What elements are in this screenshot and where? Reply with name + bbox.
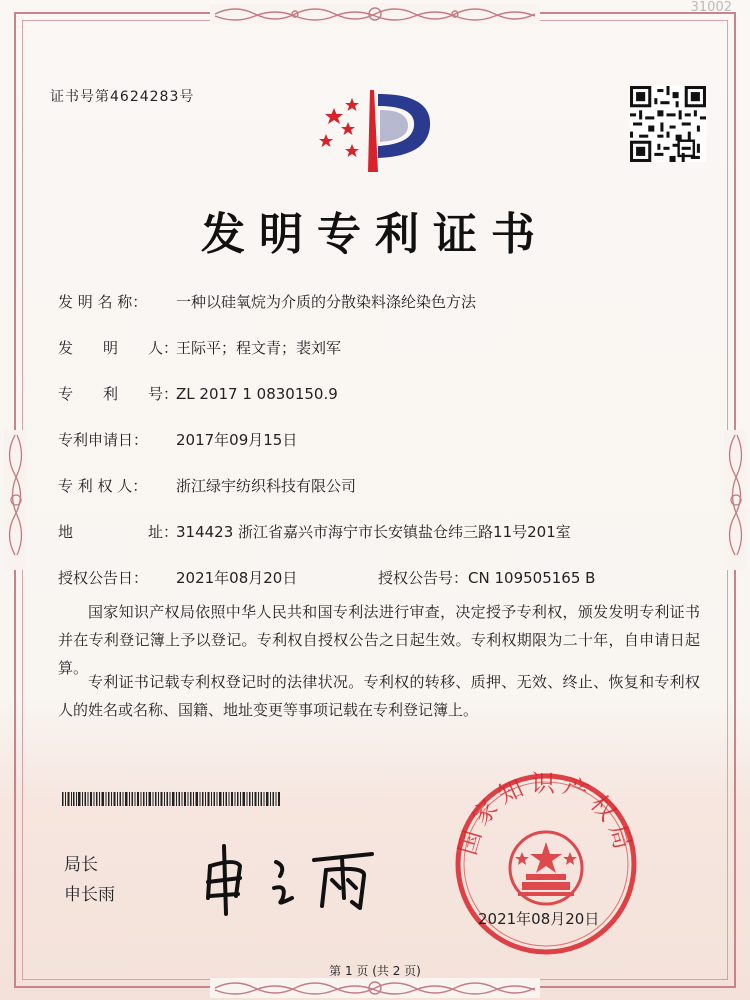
field-value: 314423 浙江省嘉兴市海宁市长安镇盐仓纬三路11号201室: [176, 523, 571, 541]
field-value: 2021年08月20日: [176, 569, 298, 587]
field-invention-name: [58, 291, 476, 312]
field-label: 发 明 名 称：: [58, 293, 148, 311]
field-value: 王际平；程文青；裴刘军: [176, 339, 342, 357]
qr-code-icon: [630, 86, 706, 162]
field-value: CN 109505165 B: [468, 569, 596, 587]
field-patent-no: [58, 383, 338, 404]
corner-handwritten-note: 31002: [690, 0, 732, 15]
paragraph-legal-status: 专利证书记载专利权登记时的法律状况。专利权的转移、质押、无效、终止、恢复和专利权人的姓名或名称、国籍、地址变更等事项记载在专利登记簿上。: [58, 673, 700, 719]
certificate-title: 发明专利证书: [201, 209, 549, 260]
field-label: 专利申请日：: [58, 431, 149, 449]
field-value: ZL 2017 1 0830150.9: [176, 385, 338, 403]
signatory-title: 局长: [64, 855, 98, 875]
seal-date: 2021年08月20日: [478, 910, 600, 928]
field-grant-pub-no: [378, 567, 595, 588]
field-address: [58, 521, 571, 542]
official-seal-icon: [452, 770, 640, 958]
right-ornament: [724, 430, 746, 570]
top-ornament: [210, 4, 540, 24]
page-number: 第 1 页 (共 2 页): [329, 964, 421, 978]
field-value: 一种以硅氧烷为介质的分散染料涤纶染色方法: [176, 293, 477, 311]
patent-office-emblem-icon: [312, 76, 442, 176]
field-grant-pub-date: [58, 567, 297, 588]
field-label: 授权公告日：: [58, 569, 149, 587]
field-patentee: [58, 475, 356, 496]
certificate-number: 证书号第4624283号: [50, 89, 195, 105]
field-label: 地 址：: [58, 523, 179, 541]
signatory-name: 申长雨: [64, 885, 115, 905]
signature-icon: [196, 836, 396, 916]
field-inventors: [58, 337, 341, 358]
field-label: 发 明 人：: [58, 339, 179, 357]
bottom-ornament: [210, 978, 540, 998]
field-filing-date: [58, 429, 297, 450]
seal-text: 国家知识产权局: [453, 770, 639, 859]
field-label: 专 利 号：: [58, 385, 179, 403]
paragraph-grant-statement: 国家知识产权局依照中华人民共和国专利法进行审查，决定授予专利权，颁发发明专利证书并在专利登记簿上予以登记。专利权自授权公告之日起生效。专利权期限为二十年，自申请日起算。: [58, 603, 700, 677]
field-label: 专 利 权 人：: [58, 477, 148, 495]
field-label: 授权公告号：: [378, 569, 469, 587]
left-ornament: [4, 430, 26, 570]
field-value: 浙江绿宇纺织科技有限公司: [176, 477, 357, 495]
barcode-icon: [62, 792, 280, 806]
field-value: 2017年09月15日: [176, 431, 298, 449]
